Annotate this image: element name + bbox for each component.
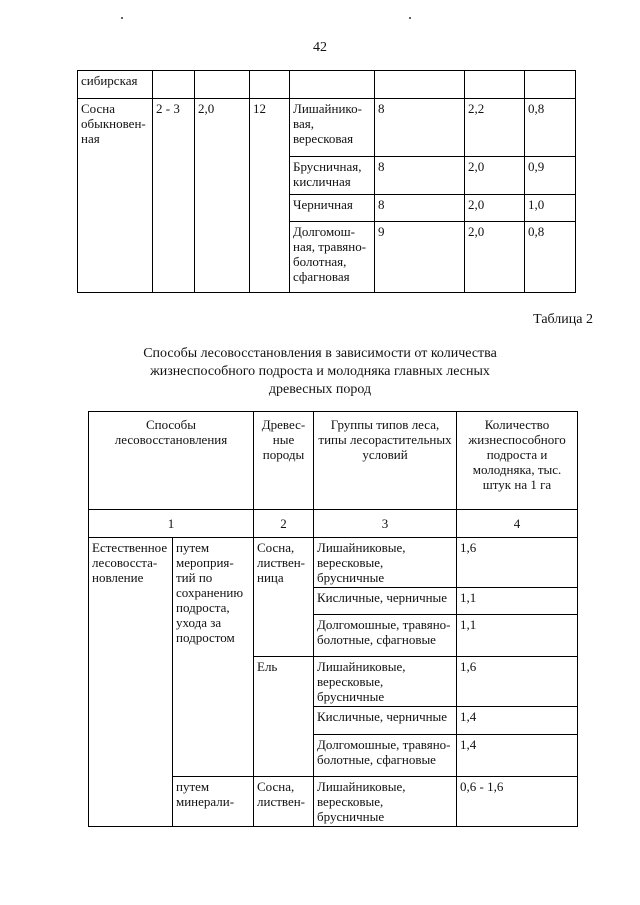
cell: сибирская	[78, 71, 153, 99]
header-groups: Группы типов леса, типы лесорастительных условий	[314, 412, 457, 510]
cell: 0,9	[525, 157, 576, 195]
submethod-cell: путем мероприя- тий по сохранению подроста, ухода за подростом	[173, 538, 254, 777]
table-title: Способы лесовосстановления в зависимости от количества жизнеспособного подроста и молодняка главных лесных древесных пород	[143, 346, 497, 397]
column-number: 2	[254, 510, 314, 538]
cell: 0,8	[525, 222, 576, 293]
column-number: 4	[457, 510, 578, 538]
cell	[465, 71, 525, 99]
table-row	[89, 538, 578, 588]
table-label: Таблица 2	[533, 312, 593, 327]
quantity-cell: 1,6	[457, 657, 578, 707]
table-header-row	[89, 412, 578, 510]
forest-group-cell: Долгомошные, травяно- болотные, сфагновые	[314, 735, 457, 777]
cell: 0,8	[525, 99, 576, 157]
cell: 2,0	[195, 99, 250, 293]
method-cell: Естественное лесовосста- новление	[89, 538, 173, 827]
table-row	[78, 99, 576, 157]
quantity-cell: 0,6 - 1,6	[457, 777, 578, 827]
scan-dot	[121, 17, 123, 19]
forest-group-cell: Лишайниковые, вересковые, брусничные	[314, 657, 457, 707]
cell: 2 - 3	[153, 99, 195, 293]
cell: 1,0	[525, 195, 576, 222]
cell: 2,0	[465, 195, 525, 222]
species-cell: Сосна, листвен- ница	[254, 538, 314, 657]
quantity-cell: 1,1	[457, 615, 578, 657]
cell	[290, 71, 375, 99]
cell	[525, 71, 576, 99]
forest-type-cell: Брусничная, кисличная	[290, 157, 375, 195]
forest-group-cell: Лишайниковые, вересковые, брусничные	[314, 538, 457, 588]
cell	[153, 71, 195, 99]
forest-type-cell: Долгомош- ная, травяно- болотная, сфагновая	[290, 222, 375, 293]
cell: 9	[375, 222, 465, 293]
forest-group-cell: Кисличные, черничные	[314, 707, 457, 735]
cell: 2,0	[465, 157, 525, 195]
header-quantity: Количество жизнеспособного подроста и молодняка, тыс. штук на 1 га	[457, 412, 578, 510]
cell	[375, 71, 465, 99]
column-number: 3	[314, 510, 457, 538]
forest-type-cell: Черничная	[290, 195, 375, 222]
forest-group-cell: Долгомошные, травяно- болотные, сфагновые	[314, 615, 457, 657]
forest-group-cell: Лишайниковые, вересковые, брусничные	[314, 777, 457, 827]
cell: 8	[375, 157, 465, 195]
table-reforestation	[88, 411, 578, 827]
cell: 8	[375, 195, 465, 222]
forest-group-cell: Кисличные, черничные	[314, 588, 457, 615]
header-methods: Способы лесовосстановления	[89, 412, 254, 510]
column-number: 1	[89, 510, 254, 538]
header-species: Древес- ные породы	[254, 412, 314, 510]
quantity-cell: 1,4	[457, 707, 578, 735]
species-cell: Сосна, листвен-	[254, 777, 314, 827]
page-number: 42	[313, 40, 327, 55]
species-cell: Сосна обыкновен- ная	[78, 99, 153, 293]
cell: 8	[375, 99, 465, 157]
cell: 2,0	[465, 222, 525, 293]
table-row	[78, 71, 576, 99]
submethod-cell: путем минерали-	[173, 777, 254, 827]
cell: 2,2	[465, 99, 525, 157]
quantity-cell: 1,4	[457, 735, 578, 777]
cell	[195, 71, 250, 99]
cell: 12	[250, 99, 290, 293]
table-continuation	[77, 70, 576, 293]
column-number-row	[89, 510, 578, 538]
quantity-cell: 1,6	[457, 538, 578, 588]
cell	[250, 71, 290, 99]
scan-dot	[409, 17, 411, 19]
forest-type-cell: Лишайнико- вая, вересковая	[290, 99, 375, 157]
quantity-cell: 1,1	[457, 588, 578, 615]
species-cell: Ель	[254, 657, 314, 777]
